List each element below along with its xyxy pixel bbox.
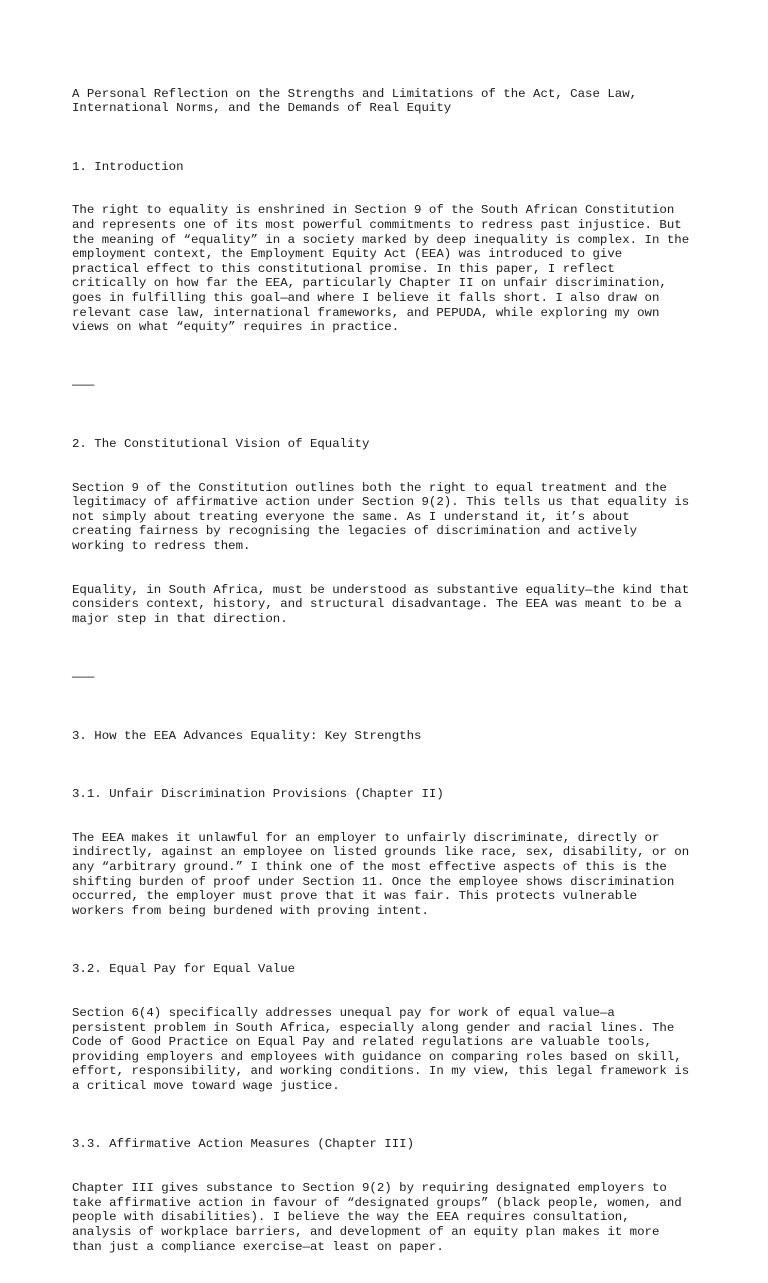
subsection-heading-unfair-discrimination: 3.1. Unfair Discrimination Provisions (Chapter II): [72, 787, 444, 802]
document-title: A Personal Reflection on the Strengths and Limitations of the Act, Case Law, International Norms, and the Demands of Real Equity: [72, 86, 638, 116]
subsection-heading-affirmative-action: 3.3. Affirmative Action Measures (Chapter III): [72, 1137, 415, 1152]
section-heading-introduction: 1. Introduction: [72, 159, 184, 174]
section-separator: ———: [72, 670, 95, 685]
section-heading-constitutional-vision: 2. The Constitutional Vision of Equality: [72, 436, 370, 451]
document-page: [72, 72, 712, 1283]
constitutional-vision-paragraph-1: Section 9 of the Constitution outlines both the right to equal treatment and the legitimacy of affirmative action under Section 9(2). This tells us that equality is not simply about treating everyone the same. As I understand it, it’s about creating fairness by recognising the legacies of discrimination and actively working to redress them.: [72, 480, 690, 553]
introduction-paragraph: The right to equality is enshrined in Section 9 of the South African Constitution and represents one of its most powerful commitments to redress past injustice. But the meaning of “equality” in a society marked by deep inequality is complex. In the employment context, the Employment Equity Act (EEA) was introduced to give practical effect to this constitutional promise. In this paper, I reflect critically on how far the EEA, particularly Chapter II on unfair discrimination, goes in fulfilling this goal—and where I believe it falls short. I also draw on relevant case law, international frameworks, and PEPUDA, while exploring my own views on what “equity” requires in practice.: [72, 203, 690, 335]
subsection-heading-equal-pay: 3.2. Equal Pay for Equal Value: [72, 962, 296, 977]
unfair-discrimination-paragraph: The EEA makes it unlawful for an employer to unfairly discriminate, directly or indirectly, against an employee on listed grounds like race, sex, disability, or on any “arbitrary ground.” I think one of the most effective aspects of this is the shifting burden of proof under Section 11. Once the employee shows discrimination occurred, the employer must prove that it was fair. This protects vulnerable workers from being burdened with proving intent.: [72, 830, 690, 918]
constitutional-vision-paragraph-2: Equality, in South Africa, must be understood as substantive equality—the kind that considers context, history, and structural disadvantage. The EEA was meant to be a major step in that direction.: [72, 582, 690, 626]
section-separator: ———: [72, 378, 95, 393]
equal-pay-paragraph: Section 6(4) specifically addresses unequal pay for work of equal value—a persistent problem in South Africa, especially along gender and racial lines. The Code of Good Practice on Equal Pay and related regulations are valuable tools, providing employers and employees with guidance on comparing roles based on skill, effort, responsibility, and working conditions. In my view, this legal framework is a critical move toward wage justice.: [72, 1006, 690, 1093]
affirmative-action-paragraph: Chapter III gives substance to Section 9(2) by requiring designated employers to take affirmative action in favour of “designated groups” (black people, women, and people with disabilities). I believe the way the EEA requires consultation, analysis of workplace barriers, and development of an equity plan makes it more than just a compliance exercise—at least on paper.: [72, 1181, 682, 1254]
section-heading-key-strengths: 3. How the EEA Advances Equality: Key Strengths: [72, 728, 422, 743]
